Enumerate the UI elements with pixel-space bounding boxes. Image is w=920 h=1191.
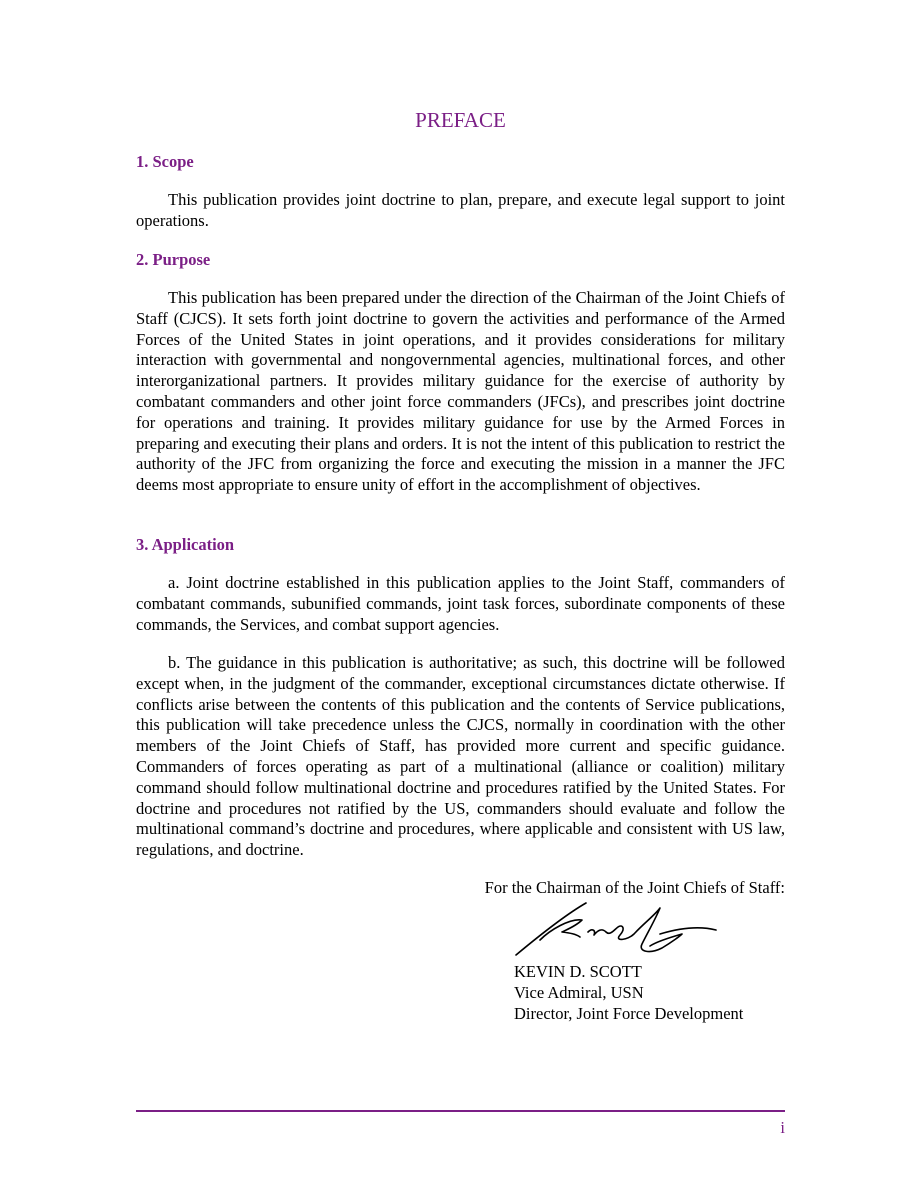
handwritten-signature (510, 900, 720, 962)
purpose-paragraph: This publication has been prepared under the direction of the Chairman of the Joint Chiefs of Staff (CJCS). It sets forth joint doctrine to govern the activities and performance of the Armed Forces of the United States in joint operations, and it provides considerations for military interaction with governmental and nongovernmental agencies, multinational forces, and other interorganizational partners. It provides military guidance for the exercise of authority by combatant commanders and other joint force commanders (JFCs), and prescribes joint doctrine for operations and training. It provides military guidance for use by the Armed Forces in preparing and executing their plans and orders. It is not the intent of this publication to restrict the authority of the JFC from organizing the force and executing the mission in a manner the JFC deems most appropriate to ensure unity of effort in the accomplishment of objectives. (136, 288, 785, 495)
signatory-rank: Vice Admiral, USN (514, 982, 644, 1002)
section-heading-scope: 1. Scope (136, 152, 194, 171)
scope-paragraph: This publication provides joint doctrine to plan, prepare, and execute legal support to joint operations. (136, 190, 785, 230)
signature-intro: For the Chairman of the Joint Chiefs of Staff: (484, 878, 785, 897)
section-heading-application: 3. Application (136, 535, 235, 554)
signatory-name: KEVIN D. SCOTT (514, 962, 642, 981)
signatory-position: Director, Joint Force Development (514, 1003, 744, 1023)
footer-rule (136, 1110, 785, 1112)
page-title: PREFACE (415, 108, 506, 132)
application-paragraph-b: b. The guidance in this publication is authoritative; as such, this doctrine will be followed except when, in the judgment of the commander, exceptional circumstances dictate otherwise. If conflicts arise between the contents of this publication and the contents of Service publications, this publication will take precedence unless the CJCS, normally in coordination with the other members of the Joint Chiefs of Staff, has provided more current and specific guidance. Commanders of forces operating as part of a multinational (alliance or coalition) military command should follow multinational doctrine and procedures ratified by the United States. For doctrine and procedures not ratified by the US, commanders should evaluate and follow the multinational command’s doctrine and procedures, where applicable and consistent with US law, regulations, and doctrine. (136, 653, 785, 860)
page-number: i (780, 1118, 785, 1137)
application-paragraph-a: a. Joint doctrine established in this publication applies to the Joint Staff, commanders of combatant commands, subunified commands, joint task forces, subordinate components of these commands, the Services, and combat support agencies. (136, 573, 785, 634)
section-heading-purpose: 2. Purpose (136, 250, 211, 269)
signature-block (514, 962, 743, 1024)
